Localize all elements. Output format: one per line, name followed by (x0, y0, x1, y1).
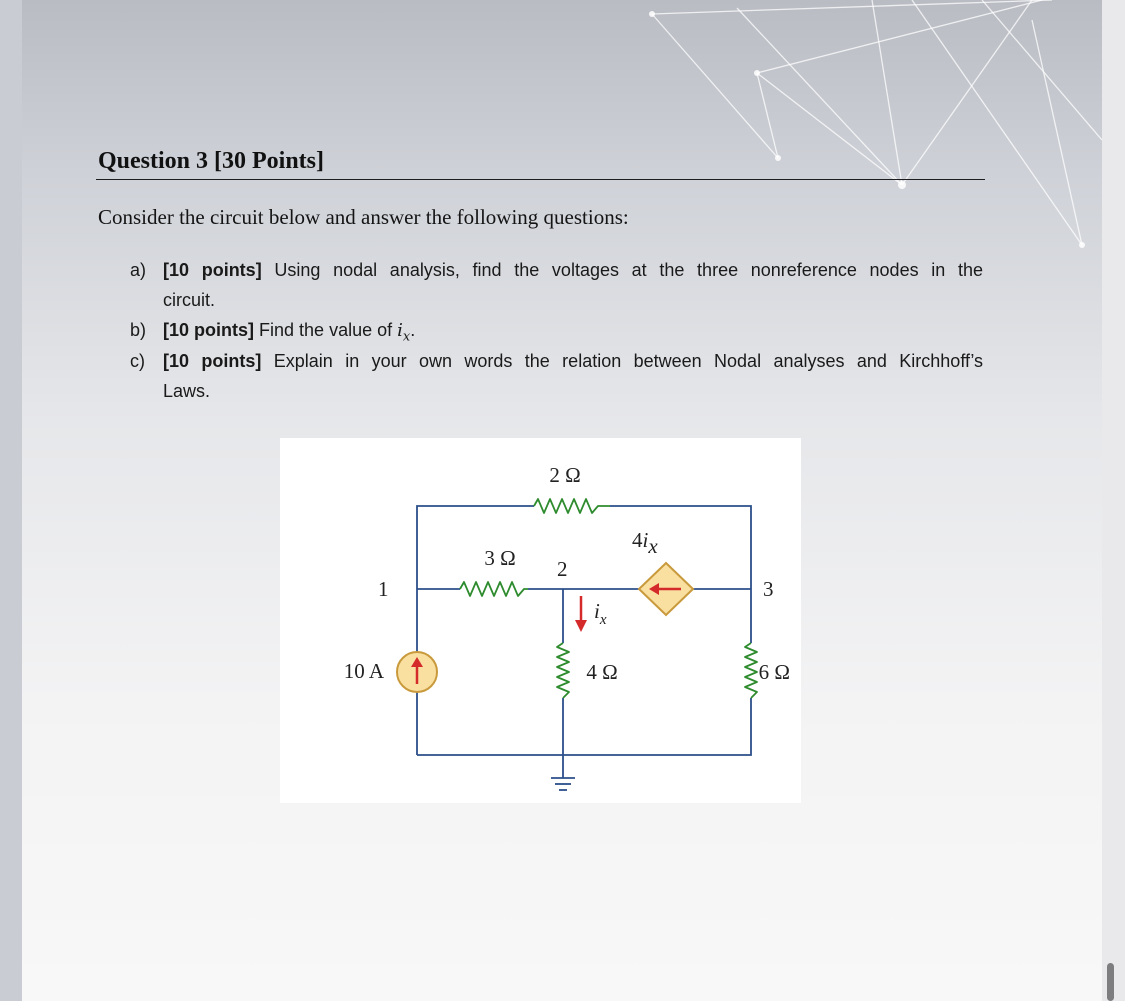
question-c-line-2: Laws. (163, 381, 211, 401)
question-c-label: c) (130, 351, 145, 371)
resistor-4-ohm (557, 643, 569, 698)
ix-arrow-icon (575, 596, 587, 632)
resistor-2-ohm (534, 499, 610, 513)
question-heading: Question 3 [30 Points] (98, 148, 325, 174)
question-a-text: Using nodal analysis, find the voltages at the three nonreference nodes in the (274, 260, 983, 280)
question-c-line-1 (163, 346, 983, 376)
intro-text: Consider the circuit below and answer the following questions: (98, 205, 629, 229)
resistor-3-ohm (460, 582, 528, 596)
dependent-source-label: 4ix (632, 528, 658, 558)
node-2-label: 2 (557, 557, 568, 581)
node-1-label: 1 (378, 577, 389, 601)
question-b-period: . (410, 320, 416, 340)
question-a-line-2: circuit. (163, 290, 216, 310)
question-c-points: [10 points] (163, 351, 262, 371)
label-6-ohm: 6 Ω (758, 660, 790, 684)
window-edge (1102, 0, 1125, 1001)
heading-rule (96, 179, 985, 180)
label-4-ohm: 4 Ω (586, 660, 618, 684)
circuit-figure (280, 438, 801, 803)
dependent-current-source (639, 563, 693, 615)
ix-current-label: $i_x$ (594, 599, 607, 628)
label-10a: 10 A (343, 659, 384, 683)
question-a-points: [10 points] (163, 260, 262, 280)
node-3-label: 3 (763, 577, 774, 601)
resistor-6-ohm (745, 643, 757, 698)
circuit-wires (417, 506, 751, 790)
label-2-ohm: 2 Ω (549, 463, 581, 487)
question-b-variable: $i_x$ (397, 320, 411, 345)
question-a-line-1 (163, 255, 983, 285)
scrollbar-thumb[interactable] (1107, 963, 1114, 1001)
label-3-ohm: 3 Ω (484, 546, 516, 570)
question-a-label: a) (130, 260, 147, 280)
current-source-10a (397, 652, 437, 692)
question-b-label: b) (130, 320, 147, 340)
question-c-text: Explain in your own words the relation between Nodal analyses and Kirchhoff’s (273, 351, 983, 371)
question-b-points: [10 points] (163, 320, 255, 340)
question-b-text: Find the value of (259, 320, 393, 340)
